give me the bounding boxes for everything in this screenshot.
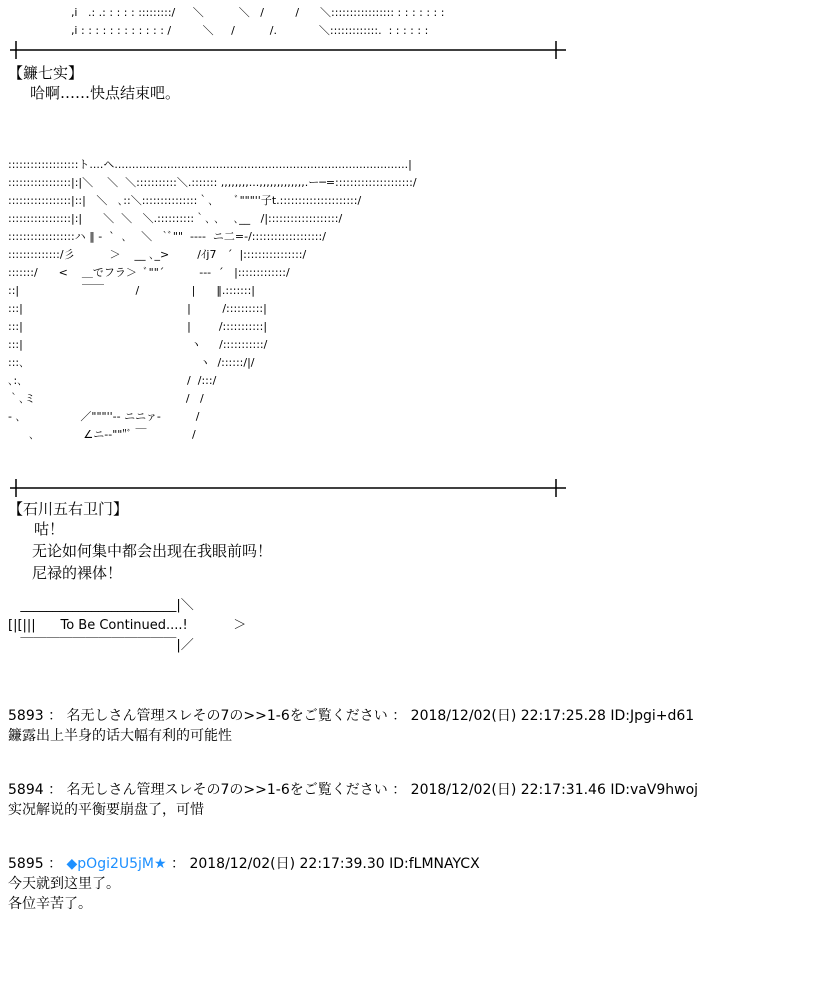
author-trip-link[interactable]: ◆pOgi2U5jM★: [66, 856, 167, 872]
speaker-label: 【石川五右卫门】: [8, 500, 129, 518]
post-body: 今天就到这里了。: [8, 876, 120, 892]
post-meta: ： 2018/12/02(日) 22:17:39.30 ID:fLMNAYCX: [166, 856, 480, 872]
dialogue-line: 无论如何集中都会出现在我眼前吗！: [32, 542, 273, 560]
divider-rule: [10, 476, 566, 500]
ascii-art-scene: :::::::::::::::::::ト....ヘ....................................................................................| :::::::::::::::::|:|＼ ＼ ＼:::::::::::＼.::::::: ,,,,,,,,...,,,,,,,,,,,,,.ー─=:::::::::::::::::::::/ :::::::::::::::::|::| ＼ ､::＼:::::::::::::::｀､ ﾞ"""''子t.:::::::::::::::::::::/ :::::::::::::::::|:| ＼ ＼ ＼.::::::::::｀､ ､ ､__ /|:::::::::::::::::::/ ::::::::::::::::::ハ ‖ - ` ､ ＼ `ﾞ"" ---- ニ二=-/:::::::::::::::::::/ ::::::::::::::/彡 ＞ __ ､_> /ｲj7 ´ |::::::::::::::::/ :::::::/ < ＿でフラ＞ ﾞ""´ --- ´ |:::::::::::::/ ::| ￣￣ / | ‖.:::::::| :::| | /::::::::::| :::| | /:::::::::::| :::| ヽ /:::::::::::/ :::､ ヽ /::::::/|/ ､:､ / /:::/ ｀､ミ / / - ､ ／"""''-- ニニァ- / ､ ∠ニ--"""ﾞ ￣ /: [8, 158, 417, 441]
dialogue-line: 尼禄的裸体！: [32, 564, 123, 582]
post-header: 5893 ： 名无しさん管理スレその7の>>1-6をご覧ください ： 2018/12/02(日) 22:17:25.28 ID:Jpgi+d61: [8, 708, 695, 724]
post-body: 各位辛苦了。: [8, 896, 92, 912]
post-body: 鐮露出上半身的话大幅有利的可能性: [8, 728, 232, 744]
post-number: 5895 ：: [8, 856, 67, 872]
speaker-label: 【鐮七实】: [8, 64, 84, 82]
post-header: [8, 854, 480, 874]
post-body: 实况解说的平衡要崩盘了，可惜: [8, 802, 204, 818]
post-header: 5894 ： 名无しさん管理スレその7の>>1-6をご覧ください ： 2018/12/02(日) 22:17:31.46 ID:vaV9hwoj: [8, 782, 699, 798]
to-be-continued-arrow: ________________________|＼ [|[||| To Be Continued....! ＞ ￣￣￣￣￣￣￣￣￣￣￣￣|／: [8, 598, 247, 653]
dialogue-line: 咕！: [34, 520, 65, 538]
dialogue-line: 哈啊……快点结束吧。: [30, 84, 181, 102]
ascii-art-top: ,i .: .: : : : : :::::::::/ ＼ ＼ / / ＼::::::::::::::::: : : : : : : : ,i : : : : : : : : : : : : / ＼ / /. ＼:::::::::::::. : : : : : :: [8, 6, 445, 37]
divider-rule: [10, 38, 566, 62]
